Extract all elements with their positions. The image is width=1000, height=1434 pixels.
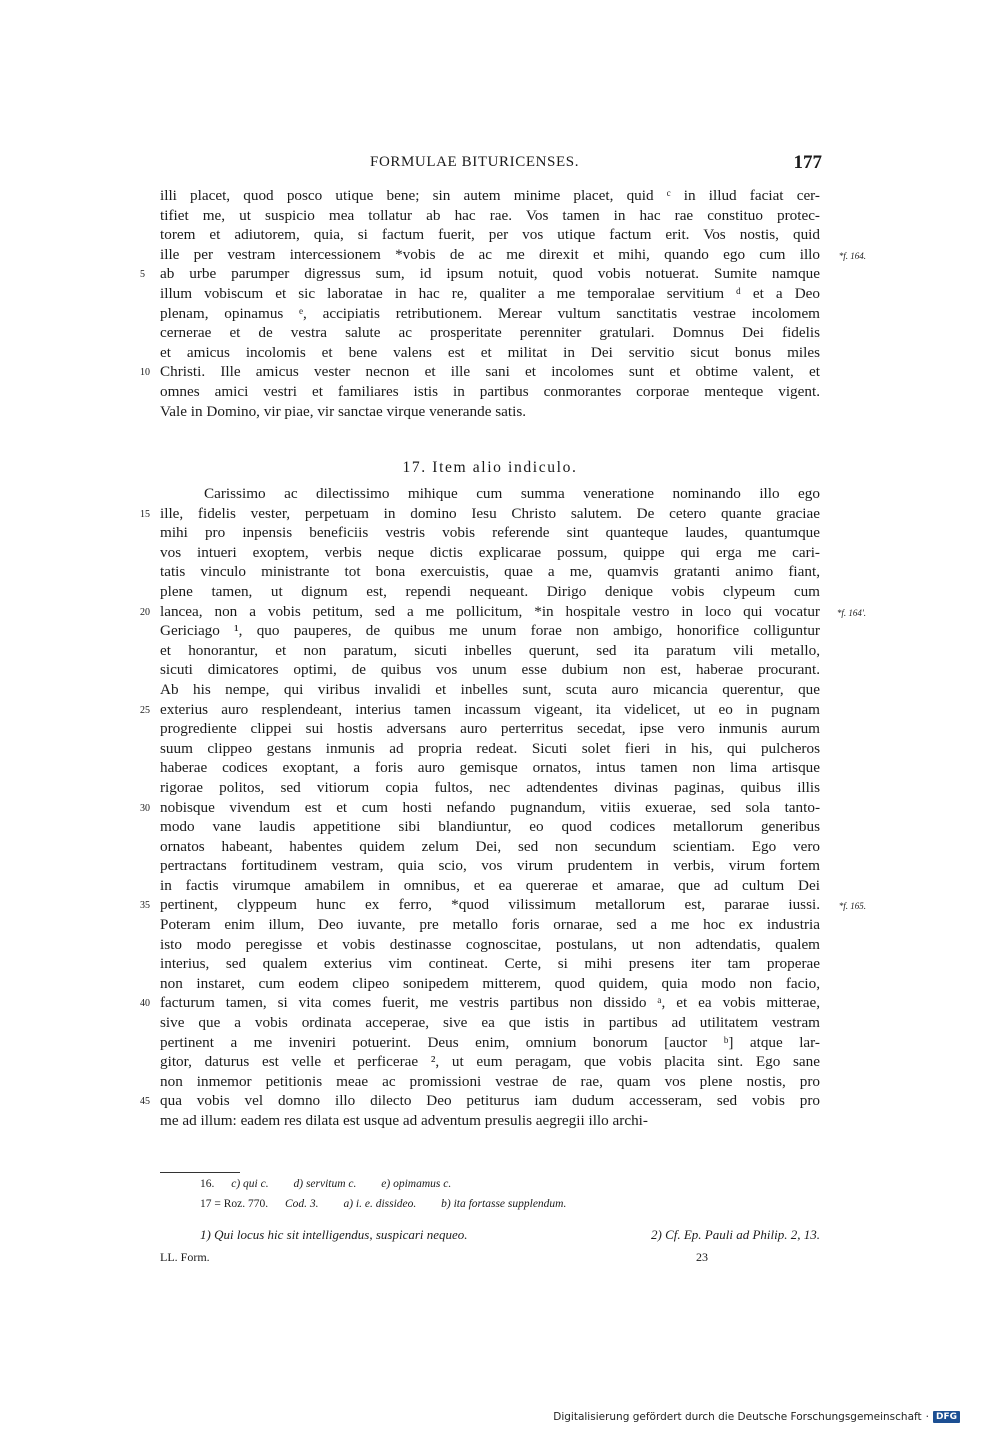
line-text: lancea, non a vobis petitum, sed a me pollicitum, *in hospitale vestro in loco qui vocatur [160,602,820,620]
text-block-formula-17 [140,484,866,1131]
text-line [160,641,820,661]
volume-signature: LL. Form. [160,1250,210,1264]
text-line [160,837,820,857]
line-number: 20 [140,606,150,618]
line-text: Christi. Ille amicus vester necnon et ille sani et incolomes sunt et obtime valent, et [160,363,820,381]
text-line [140,362,820,382]
text-line [160,739,820,759]
line-number: 5 [140,269,145,281]
text-line [160,680,820,700]
line-number: 40 [140,998,150,1010]
text-line [160,719,820,739]
credit-text: Digitalisierung gefördert durch die Deutsche Forschungsgemeinschaft [553,1411,922,1423]
heading-block [160,458,820,478]
line-text: Ab his nempe, qui viribus invalidi et inbelles sunt, scuta auro micancia querentur, que [160,680,820,698]
line-text: ille per vestram intercessionem *vobis de ac me direxit et mihi, quando ego cum illo [160,245,820,263]
critical-apparatus [200,1174,820,1214]
text-line [160,1111,820,1131]
text-line [160,876,820,896]
line-text: torem et adiutorem, quia, si factum fuerit, per vos utique factum erit. Vos nostis, quid [160,226,820,244]
page-header [160,152,822,178]
line-text: illi placet, quod posco utique bene; sin autem minime placet, quid ᶜ in illud faciat cer- [160,187,820,204]
line-number: 15 [140,508,150,520]
line-text: isto modo peregisse et vobis destinasse cognoscitae, postulans, ut non adtendatis, qualem [160,935,820,953]
line-text: Poteram enim illum, Deo iuvante, pre metallo foris ornarae, sed a me hoc ex industria [160,916,820,934]
page-number: 177 [793,152,822,173]
apparatus-line-17 [200,1194,820,1214]
text-line [140,504,820,524]
line-text: interius, sed qualem exterius vim contineat. Certe, si mihi presens iter tam properae [160,955,820,973]
line-number: 10 [140,367,150,379]
line-text: Carissimo ac dilectissimo mihique cum summa veneratione nominando illo ego [204,485,820,502]
apparatus-line-16 [200,1174,820,1194]
line-text: facturum tamen, si vita comes fuerit, me vestris partibus non dissido ᵃ, et ea vobis mitterae, [160,994,820,1012]
text-line [160,1013,820,1033]
line-text: non instaret, cum eodem clipeo sonipedem mitterem, quod quidem, quia modo non facio, [160,974,820,992]
line-text: ab urbe parumper digressus sum, id ipsum notuit, quod vobis notuerat. Sumite namque [160,265,820,283]
section-heading: 17. Item alio indiculo. [402,459,578,476]
apparatus-note: b) ita fortasse supplendum. [441,1198,567,1210]
line-text: omnes amici vestri et familiares istis in partibus conmorantes corporae menteque vigent. [160,382,820,400]
dfg-logo-icon: DFG [933,1411,960,1423]
text-line [140,700,820,720]
apparatus-note: d) servitum c. [293,1178,357,1190]
footnote-2: 2) Cf. Ep. Pauli ad Philip. 2, 13. [651,1227,820,1242]
text-line [160,343,820,363]
line-text: non inmemor petitionis meae ac promissioni vestrae de rae, quam vos plene nostis, pro [160,1072,820,1090]
line-number: 45 [140,1096,150,1108]
text-line [160,582,820,602]
line-text: ornatos habeant, habentes quidem zelum Dei, sed non secundum scientiam. Ego vero [160,837,820,855]
line-number: 30 [140,802,150,814]
apparatus-codex: Cod. 3. [285,1198,319,1210]
apparatus-note: e) opimamus c. [381,1178,452,1190]
text-line [160,954,820,974]
footnote-1: 1) Qui locus hic sit intelligendus, suspicari nequeo. [200,1227,468,1242]
footnote-row [160,1224,820,1246]
folio-marginal-note: *f. 165. [838,901,866,912]
text-line [160,523,820,543]
line-text: progrediente clippei sui hostis adversans auro perterritus secedat, ipse vero inmunis aurum [160,720,820,738]
text-line [140,602,866,622]
line-text: et honorantur, et non paratum, sicuti inbelles querunt, sed ita paratum vili metallo, [160,641,820,659]
line-text: tatis vinculo ministrante tot bona exercuistis, quae a me, quamvis gratanti animo fiant, [160,563,820,581]
text-line [140,993,820,1013]
line-text: in factis virumque amabilem in omnibus, et ea quererae et amarae, que ad cultum Dei [160,876,820,894]
text-line [160,935,820,955]
line-text: pertinent a me inveniri potuerint. Deus enim, omnium bonorum [auctor ᵇ] atque lar- [160,1033,820,1051]
line-text: pertinent, clyppeum hunc ex ferro, *quod vilissimum metallorum est, pararae iussi. [160,896,820,914]
text-line [160,915,820,935]
folio-marginal-note: *f. 164'. [836,607,866,618]
line-text: gitor, daturus est velle et perficerae ², ut eum peragam, que vobis placita sint. Ego sane [160,1053,820,1071]
text-line [160,186,820,206]
text-line [160,974,820,994]
apparatus-ref: 17 = Roz. 770. [200,1198,269,1210]
text-line [160,1033,820,1053]
text-line [160,323,820,343]
text-line [140,798,820,818]
line-text: plene tamen, ut dignum est, rependi nequeant. Dirigo denique vobis clypeum cum [160,582,820,600]
text-block-formula-16 [140,186,866,421]
line-text: illum vobiscum et sic laboratae in hac re, qualiter a me temporalae servitium ᵈ et a Deo [160,284,820,302]
line-text: rigorae politos, sed vitiorum copia fultos, nec adtendentes divinas paginas, quibus illis [160,778,820,796]
text-line [160,304,820,324]
text-line [160,382,820,402]
text-line [160,543,820,563]
text-line [160,856,820,876]
sheet-number: 23 [696,1250,708,1264]
line-text: cernerae et de vestra salute ac prosperitate perenniter gratulari. Domnus Dei fidelis [160,324,820,342]
text-line [160,621,820,641]
text-line [160,562,820,582]
text-line [160,206,820,226]
running-head: FORMULAE BITURICENSES. [370,154,580,170]
line-text: nobisque vivendum est et cum hosti nefando pugnandum, vitiis exuerae, sed sola tanto- [160,798,820,816]
line-text: pertractans fortitudinem vestram, quia scio, vos virum prudentem in verbis, virum fortem [160,857,820,875]
text-line [160,660,820,680]
text-line [160,402,820,422]
line-text: ille, fidelis vester, perpetuam in domino Iesu Christo salutem. De cetero quante graciae [160,504,820,522]
line-text: sive que a vobis ordinata acceperae, sive ea que istis in partibus ad utilitatem vestram [160,1014,820,1032]
line-text: me ad illum: eadem res dilata est usque ad adventum presulis aegregii illo archi- [160,1112,648,1129]
text-line [160,484,820,504]
text-line [160,225,820,245]
apparatus-note: c) qui c. [231,1178,269,1190]
line-text: exterius auro resplendeant, interius tamen incassum vigeant, ita videlicet, ut eo in pugnam [160,700,820,718]
text-line [140,1091,820,1111]
line-text: haberae codices exoptant, a foris auro gemisque ornatos, intus tamen non lima artisque [160,759,820,777]
footnotes [160,1224,820,1246]
line-text: Vale in Domino, vir piae, vir sanctae virque venerande satis. [160,402,527,420]
line-text: sicuti dimicatores optimi, de quibus vos unum esse dubium non est, haberae procurant. [160,661,820,679]
folio-marginal-note: *f. 164. [838,250,866,261]
text-line [140,895,866,915]
line-text: modo vane laudis appetitione sibi blandiuntur, eo quod codices metallorum generibus [160,818,820,836]
line-number: 35 [140,900,150,912]
text-line [160,758,820,778]
apparatus-ref: 16. [200,1178,215,1190]
text-line [160,1052,820,1072]
text-line [160,778,820,798]
text-line [160,1072,820,1092]
text-line [160,245,866,265]
line-text: Gericiago ¹, quo pauperes, de quibus me unum forae non ambigo, honorifice colliguntur [160,622,820,640]
text-line [160,284,820,304]
separator-dot: · [925,1411,929,1423]
line-text: suum clippeo gestans inmunis ad propria redeat. Sicuti solet fieri in his, qui pulcheros [160,739,820,757]
line-text: vos intueri exoptem, verbis neque dictis explicarae possum, quippe qui erga me cari- [160,543,820,561]
apparatus-note: a) i. e. dissideo. [343,1198,417,1210]
line-text: tifiet me, ut suspicio mea tollatur ab hac rae. Vos tamen in hac rae constituo protec- [160,206,820,224]
digitization-credit [553,1411,960,1423]
line-text: qua vobis vel domno illo dilecto Deo petiturus iam dudum accesseram, sed vobis pro [160,1092,820,1110]
apparatus-rule [160,1172,240,1173]
text-line [160,817,820,837]
line-text: et amicus incolomis et bene valens est et militat in Dei servitio sicut bonus miles [160,343,820,361]
line-text: plenam, opinamus ᵉ, accipiatis retributionem. Merear vultum sanctitatis vestrae incolomem [160,304,820,322]
line-number: 25 [140,704,150,716]
line-text: mihi pro inpensis beneficiis vestris vobis referende sint quanteque laudes, quantumque [160,524,820,542]
text-line [140,264,820,284]
